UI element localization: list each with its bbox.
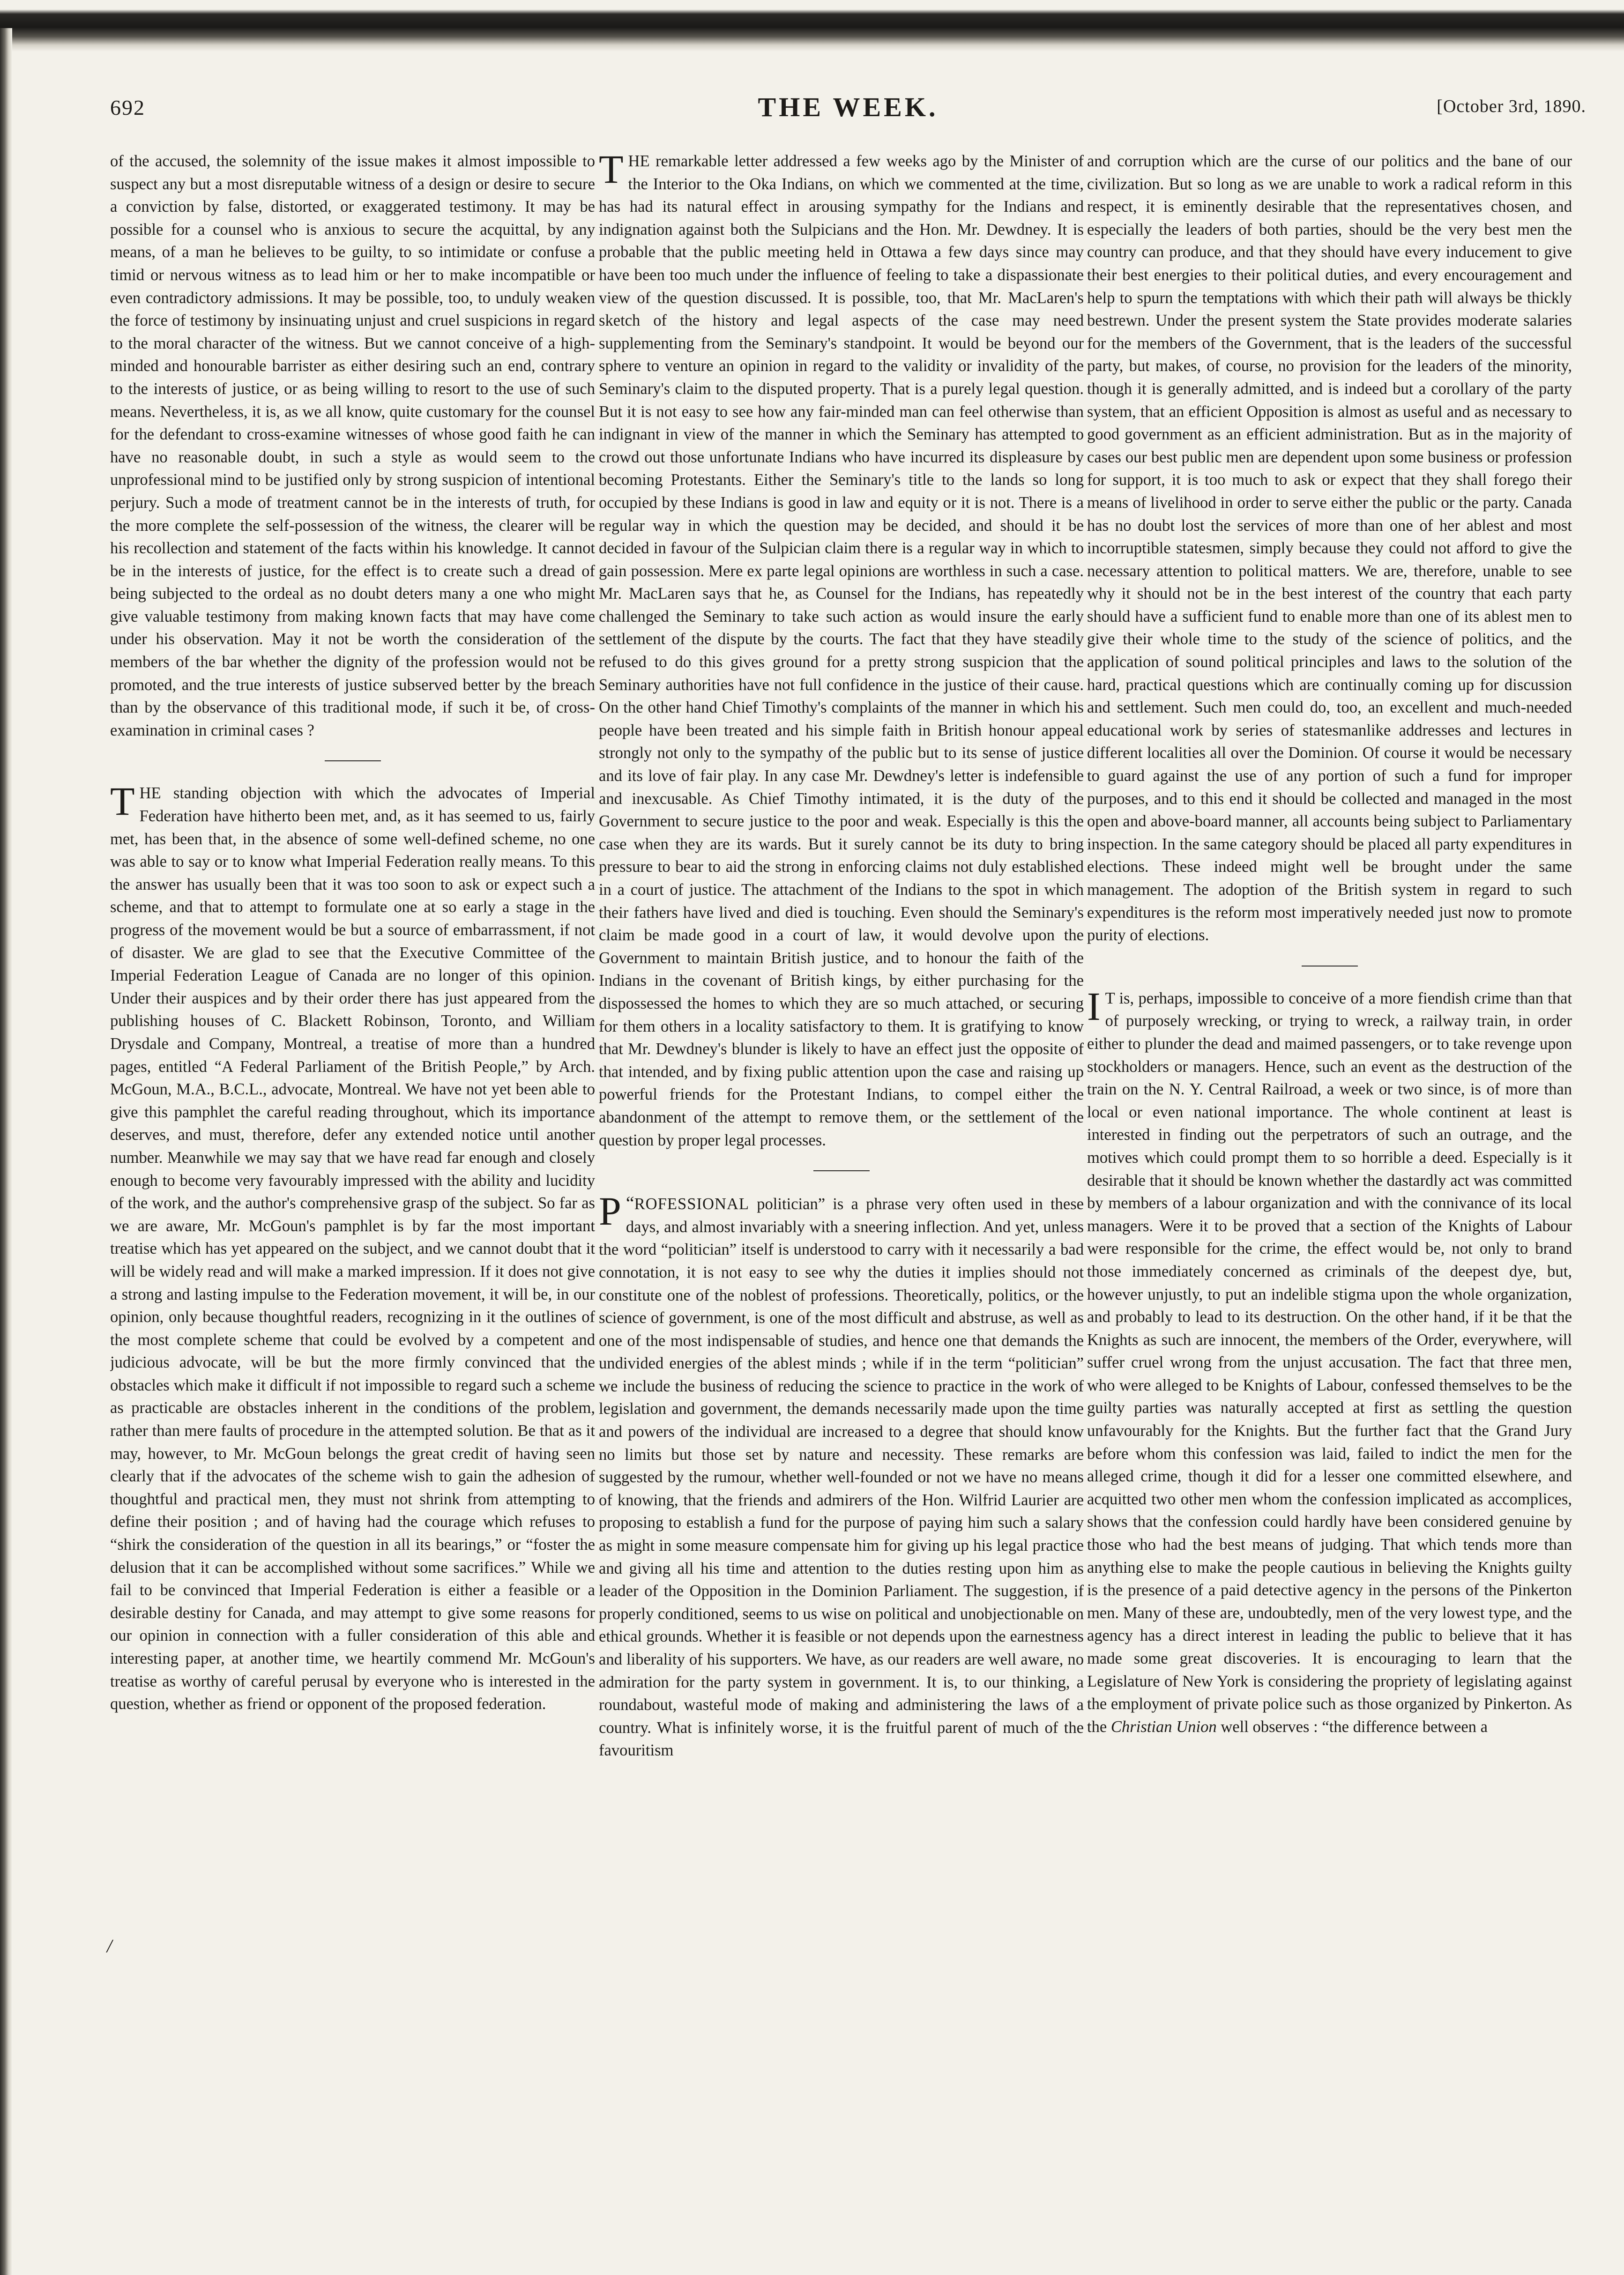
article-body: politician” is a phrase very often used in these days, and almost invariably with a sneering inflection. And yet, unless the word “politician” itself is understood to carry with it necessarily a bad connotation, it is not easy to see why the duties it implies should not constitute one of the noblest of professions. Theoretically, politics, or the science of government, is one of the most difficult and abstruse, as well as one of the most indispensable of studies, and hence one that demands the undivided energies of the ablest minds ; while if in the term “politician” we include the business of reducing the science to practice in the work of legislation and government, the demands necessarily made upon the time and powers of the individual are increased to a degree that should know no limits but those set by nature and necessity. These remarks are suggested by the rumour, whether well-founded or not we have no means of knowing, that the friends and admirers of the Hon. Wilfrid Laurier are proposing to establish a fund for the purpose of paying him such a salary as might in some measure compensate him for giving up his legal practice and giving all his time and attention to the duties resting upon him as leader of the Opposition in the Dominion Parliament. The suggestion, if properly conditioned, seems to us wise on political and unobjectionable on ethical grounds. Whether it is feasible or not depends upon the earnestness and liberality of his supporters. We have, as our readers are well aware, no admiration for the party system in government. It is, to our thinking, a roundabout, wasteful mode of making and administering the laws of a country. What is infinitely worse, it is the fruitful parent of much of the favouritism xyxy=(599,1195,1084,1760)
article-party-funds: and corruption which are the curse of our politics and the bane of our civilization. But so long as we are unable to work a radical reform in this respect, it is eminently desirable that the representatives chosen, and especially the leaders of both parties, should be the very best men the country can produce, and that they should have every inducement to give their best energies to their political duties, and every encouragement and help to spurn the temptations with which their path will always be thickly bestrewn. Under the present system the State provides moderate salaries for the members of the Government, that is the leaders of the successful party, but makes, of course, no provision for the leaders of the minority, though it is generally admitted, and is indeed but a corollary of the party system, that an efficient Opposition is almost as useful and as necessary to good government as an efficient administration. But as in the majority of cases our best public men are dependent upon some business or profession for support, it is too much to ask or expect that they shall forego their means of livelihood in order to serve either the public or the party. Canada has no doubt lost the services of more than one of her ablest and most incorruptible statesmen, simply because they could not afford to give the necessary attention to political matters. We are, therefore, unable to see why it should not be in the best interest of the country that each party should have a sufficient fund to enable more than one of its ablest men to give their whole time to the study of the science of politics, and the application of sound political principles and laws to the solution of the hard, practical questions which are continually coming up for discussion and settlement. Such men could do, too, an excellent and much-needed educational work by series of statesmanlike addresses and lectures in different localities all over the Dominion. Of course it would be necessary to guard against the use of any portion of such a fund for improper purposes, and to this end it should be collected and managed in the most open and above-board manner, all accounts being subject to Parliamentary inspection. In the same category should be placed all party expenditures in elections. These indeed might well be brought under the same management. The adoption of the British system in regard to such expenditures is the reform most imperatively needed just now to promote purity of elections. xyxy=(1087,152,1572,944)
section-divider xyxy=(325,760,381,761)
article-body: HE standing objection with which the advocates of Imperial Federation have hitherto been met, and, as it has seemed to us, fairly met, has been that, in the absence of some well-defined scheme, no one was able to say or to know what Imperial Federation really means. To this the answer has usually been that it was too soon to ask or expect such a scheme, and that to attempt to formulate one at so early a stage in the progress of the movement would be but a source of embarrassment, if not of disaster. We are glad to see that the Executive Committee of the Imperial Federation League of Canada are no longer of this opinion. Under their auspices and by their order there has just appeared from the publishing houses of C. Blackett Robinson, Toronto, and William Drysdale and Company, Montreal, a treatise of more than a hundred pages, entitled “A Federal Parliament of the British People,” by Arch. McGoun, M.A., B.C.L., advocate, Montreal. We have not yet been able to give this pamphlet the careful reading throughout, which its importance deserves, and must, therefore, defer any extended notice until another number. Meanwhile we may say that we have read far enough and closely enough to become very favourably impressed with the ability and lucidity of the work, and the author's comprehensive grasp of the subject. So far as we are aware, Mr. McGoun's pamphlet is by far the most important treatise which has yet appeared on the subject, and we cannot doubt that it will be widely read and will make a marked impression. If it does not give a strong and lasting impulse to the Federation movement, it will be, in our opinion, only because thoughtful readers, recognizing in it the outlines of the most complete scheme that could be evolved by a competent and judicious advocate, will be but the more firmly convinced that the obstacles which make it difficult if not impossible to regard such a scheme as practicable are obstacles inherent in the conditions of the problem, rather than mere faults of procedure in the attempted solution. Be that as it may, however, to Mr. McGoun belongs the great credit of having seen clearly that if the advocates of the scheme wish to gain the adhesion of thoughtful and practical men, they must not shrink from attempting to define their position ; and of having had the courage which refuses to “shirk the consideration of the question in all its bearings,” or “foster the delusion that it can be accomplished without some sacrifices.” While we fail to be convinced that Imperial Federation is either a feasible or a desirable destiny for Canada, and may attempt to give some reasons for our opinion in connection with a fuller consideration of this able and interesting paper, at another time, we heartily commend Mr. McGoun's treatise as worthy of careful perusal by everyone who is interested in the question, whether as friend or opponent of the proposed federation. xyxy=(110,784,595,1713)
drop-cap: P xyxy=(599,1189,621,1234)
column-2 xyxy=(599,150,1084,2258)
article-train-wrecking xyxy=(1087,983,1572,1739)
article-body-end: well observes : “the difference between a xyxy=(1216,1717,1488,1736)
scan-edge-top xyxy=(0,0,1624,52)
section-divider xyxy=(813,1170,870,1171)
page-header xyxy=(110,91,1586,134)
drop-cap: T xyxy=(110,779,135,824)
section-divider xyxy=(1302,966,1358,967)
lead-word: ROFESSIONAL xyxy=(634,1195,750,1213)
drop-cap: I xyxy=(1087,983,1101,1029)
scan-edge-left xyxy=(0,28,12,2275)
column-1 xyxy=(110,150,595,2258)
article-oka-indians xyxy=(599,150,1084,1152)
page-number: 692 xyxy=(110,96,145,119)
publication-name: Christian Union xyxy=(1110,1717,1217,1736)
article-body: T is, perhaps, impossible to conceive of a more fiendish crime than that of purposely wrecking, or trying to wreck, a railway train, in order either to plunder the dead and maimed passengers, or to take revenge upon stockholders or managers. Hence, such an event as the destruction of the train on the N. Y. Central Railroad, a week or two since, is of more than local or even national importance. The whole continent at least is interested in finding out the perpetrators of such an outrage, and the motives which could prompt them to so horrible a deed. Especially is it desirable that it should be known whether the dastardly act was committed by members of a labour organization and with the connivance of its local managers. Were it to be proved that a section of the Knights of Labour were responsible for the crime, the effect would be, not only to brand those immediately concerned as criminals of the deepest dye, but, however unjustly, to put an indelible stigma upon the whole organization, and probably to lead to its destruction. On the other hand, if it be that the Knights as such are innocent, the members of the Order, everywhere, will suffer cruel wrong from the unjust accusation. The fact that three men, who were alleged to be Knights of Labour, confessed themselves to be the guilty parties was naturally accepted at first as settling the question unfavourably for the Knights. But the further fact that the Grand Jury before whom this confession was laid, failed to indict the men for the alleged crime, though it did for a lesser one committed elsewhere, and acquitted two other men whom the confession implicated as accomplices, shows that the confession could hardly have been considered genuine by those who had the best means of judging. That which tends more than anything else to make the people cautious in believing the Knights guilty is the presence of a paid detective agency in the persons of the Pinkerton men. Many of these are, undoubtedly, men of the very lowest type, and the agency has a direct interest in leading the public to believe that it has made some great discoveries. It is encouraging to learn that the Legislature of New York is considering the propriety of legislating against the employment of private police such as those organized by Pinkerton. As the xyxy=(1087,989,1572,1736)
article-professional-politician xyxy=(599,1189,1084,1762)
drop-cap: T xyxy=(599,150,624,192)
article-imperial-federation xyxy=(110,779,595,1715)
article-cross-examination: of the accused, the solemnity of the issue makes it almost impossible to suspect any but a most disreputable witness of a design or desire to secure a conviction by false, distorted, or exaggerated testimony. It may be possible for a counsel who is anxious to secure the acquittal, by any means, of a man he believes to be guilty, to so intimidate or confuse a timid or nervous witness as to lead him or her to make incompatible or even contradictory admissions. It may be possible, too, to unduly weaken the force of testimony by insinuating unjust and cruel suspicions in regard to the moral character of the witness. But we cannot conceive of a high-minded and honourable barrister as either desiring such an end, contrary to the interests of justice, or as being willing to resort to the use of such means. Nevertheless, it is, as we all know, quite customary for the counsel for the defendant to cross-examine witnesses of whose good faith he can have no reasonable doubt, in such a style as would seem to the unprofessional mind to be justified only by strong suspicion of intentional perjury. Such a mode of treatment cannot be in the interests of truth, for the more complete the self-possession of the witness, the clearer will be his recollection and statement of the facts within his knowledge. It cannot be in the interests of justice, for the effect is to create such a dread of being subjected to the ordeal as no doubt deters many a one who might give valuable testimony from making known facts that may have come under his observation. May it not be worth the consideration of the members of the bar whether the dignity of the profession would not be promoted, and the true interests of justice subserved better by the breach than by the observance of this traditional mode, if such it be, of cross-examination in criminal cases ? xyxy=(110,152,595,739)
margin-mark: / xyxy=(107,1935,112,1956)
article-body: HE remarkable letter addressed a few weeks ago by the Minister of the Interior to the Oka Indians, on which we commented at the time, has had its natural effect in arousing sympathy for the Indians and indignation against both the Sulpicians and the Hon. Mr. Dewdney. It is probable that the public meeting held in Ottawa a few days since may have been too much under the influence of feeling to take a dispassionate view of the question discussed. It is possible, too, that Mr. MacLaren's sketch of the history and legal aspects of the case may need supplementing from the Seminary's standpoint. It would be beyond our sphere to venture an opinion in regard to the validity or invalidity of the Seminary's claim to the disputed property. That is a purely legal question. But it is not easy to see how any fair-minded man can feel otherwise than indignant in view of the manner in which the Seminary has attempted to crowd out those unfortunate Indians who have incurred its displeasure by becoming Protestants. Either the Seminary's title to the lands so long occupied by these Indians is good in law and equity or it is not. There is a regular way in which the question may be decided, and should it be decided in favour of the Sulpician claim there is a regular way in which to gain possession. Mere ex parte legal opinions are worthless in such a case. Mr. MacLaren says that he, as Counsel for the Indians, has repeatedly challenged the Seminary to take such action as would insure the early settlement of the dispute by the courts. The fact that they have steadily refused to do this gives ground for a pretty strong suspicion that the Seminary authorities have not full confidence in the justice of their cause. On the other hand Chief Timothy's complaints of the manner in which his people have been treated and his simple faith in British honour appeal strongly not only to the sympathy of the public but to its sense of justice and its love of fair play. In any case Mr. Dewdney's letter is indefensible and inexcusable. As Chief Timothy intimated, it is the duty of the Government to secure justice to the poor and weak. Especially is this the case when they are its wards. But it surely cannot be its duty to bring pressure to bear to aid the strong in enforcing claims not duly established in a court of justice. The attachment of the Indians to the spot in which their fathers have lived and died is touching. Even should the Seminary's claim be made good in a court of law, it would devolve upon the Government to maintain British justice, and to honour the faith of the Indians in the covenant of British kings, by either purchasing for the dispossessed the homes to which they are so much attached, or securing for them others in a locality satisfactory to them. It is gratifying to know that Mr. Dewdney's blunder is likely to have an effect just the opposite of that intended, and by fixing public attention upon the case and raising up powerful friends for the Protestant Indians, to compel either the abandonment of the attempt to remove them, or the settlement of the question by proper legal processes. xyxy=(599,152,1084,1149)
issue-date: [October 3rd, 1890. xyxy=(1437,97,1586,116)
column-3 xyxy=(1087,150,1572,2258)
opening-quote: “ xyxy=(626,1192,634,1214)
masthead: THE WEEK. xyxy=(758,92,939,122)
